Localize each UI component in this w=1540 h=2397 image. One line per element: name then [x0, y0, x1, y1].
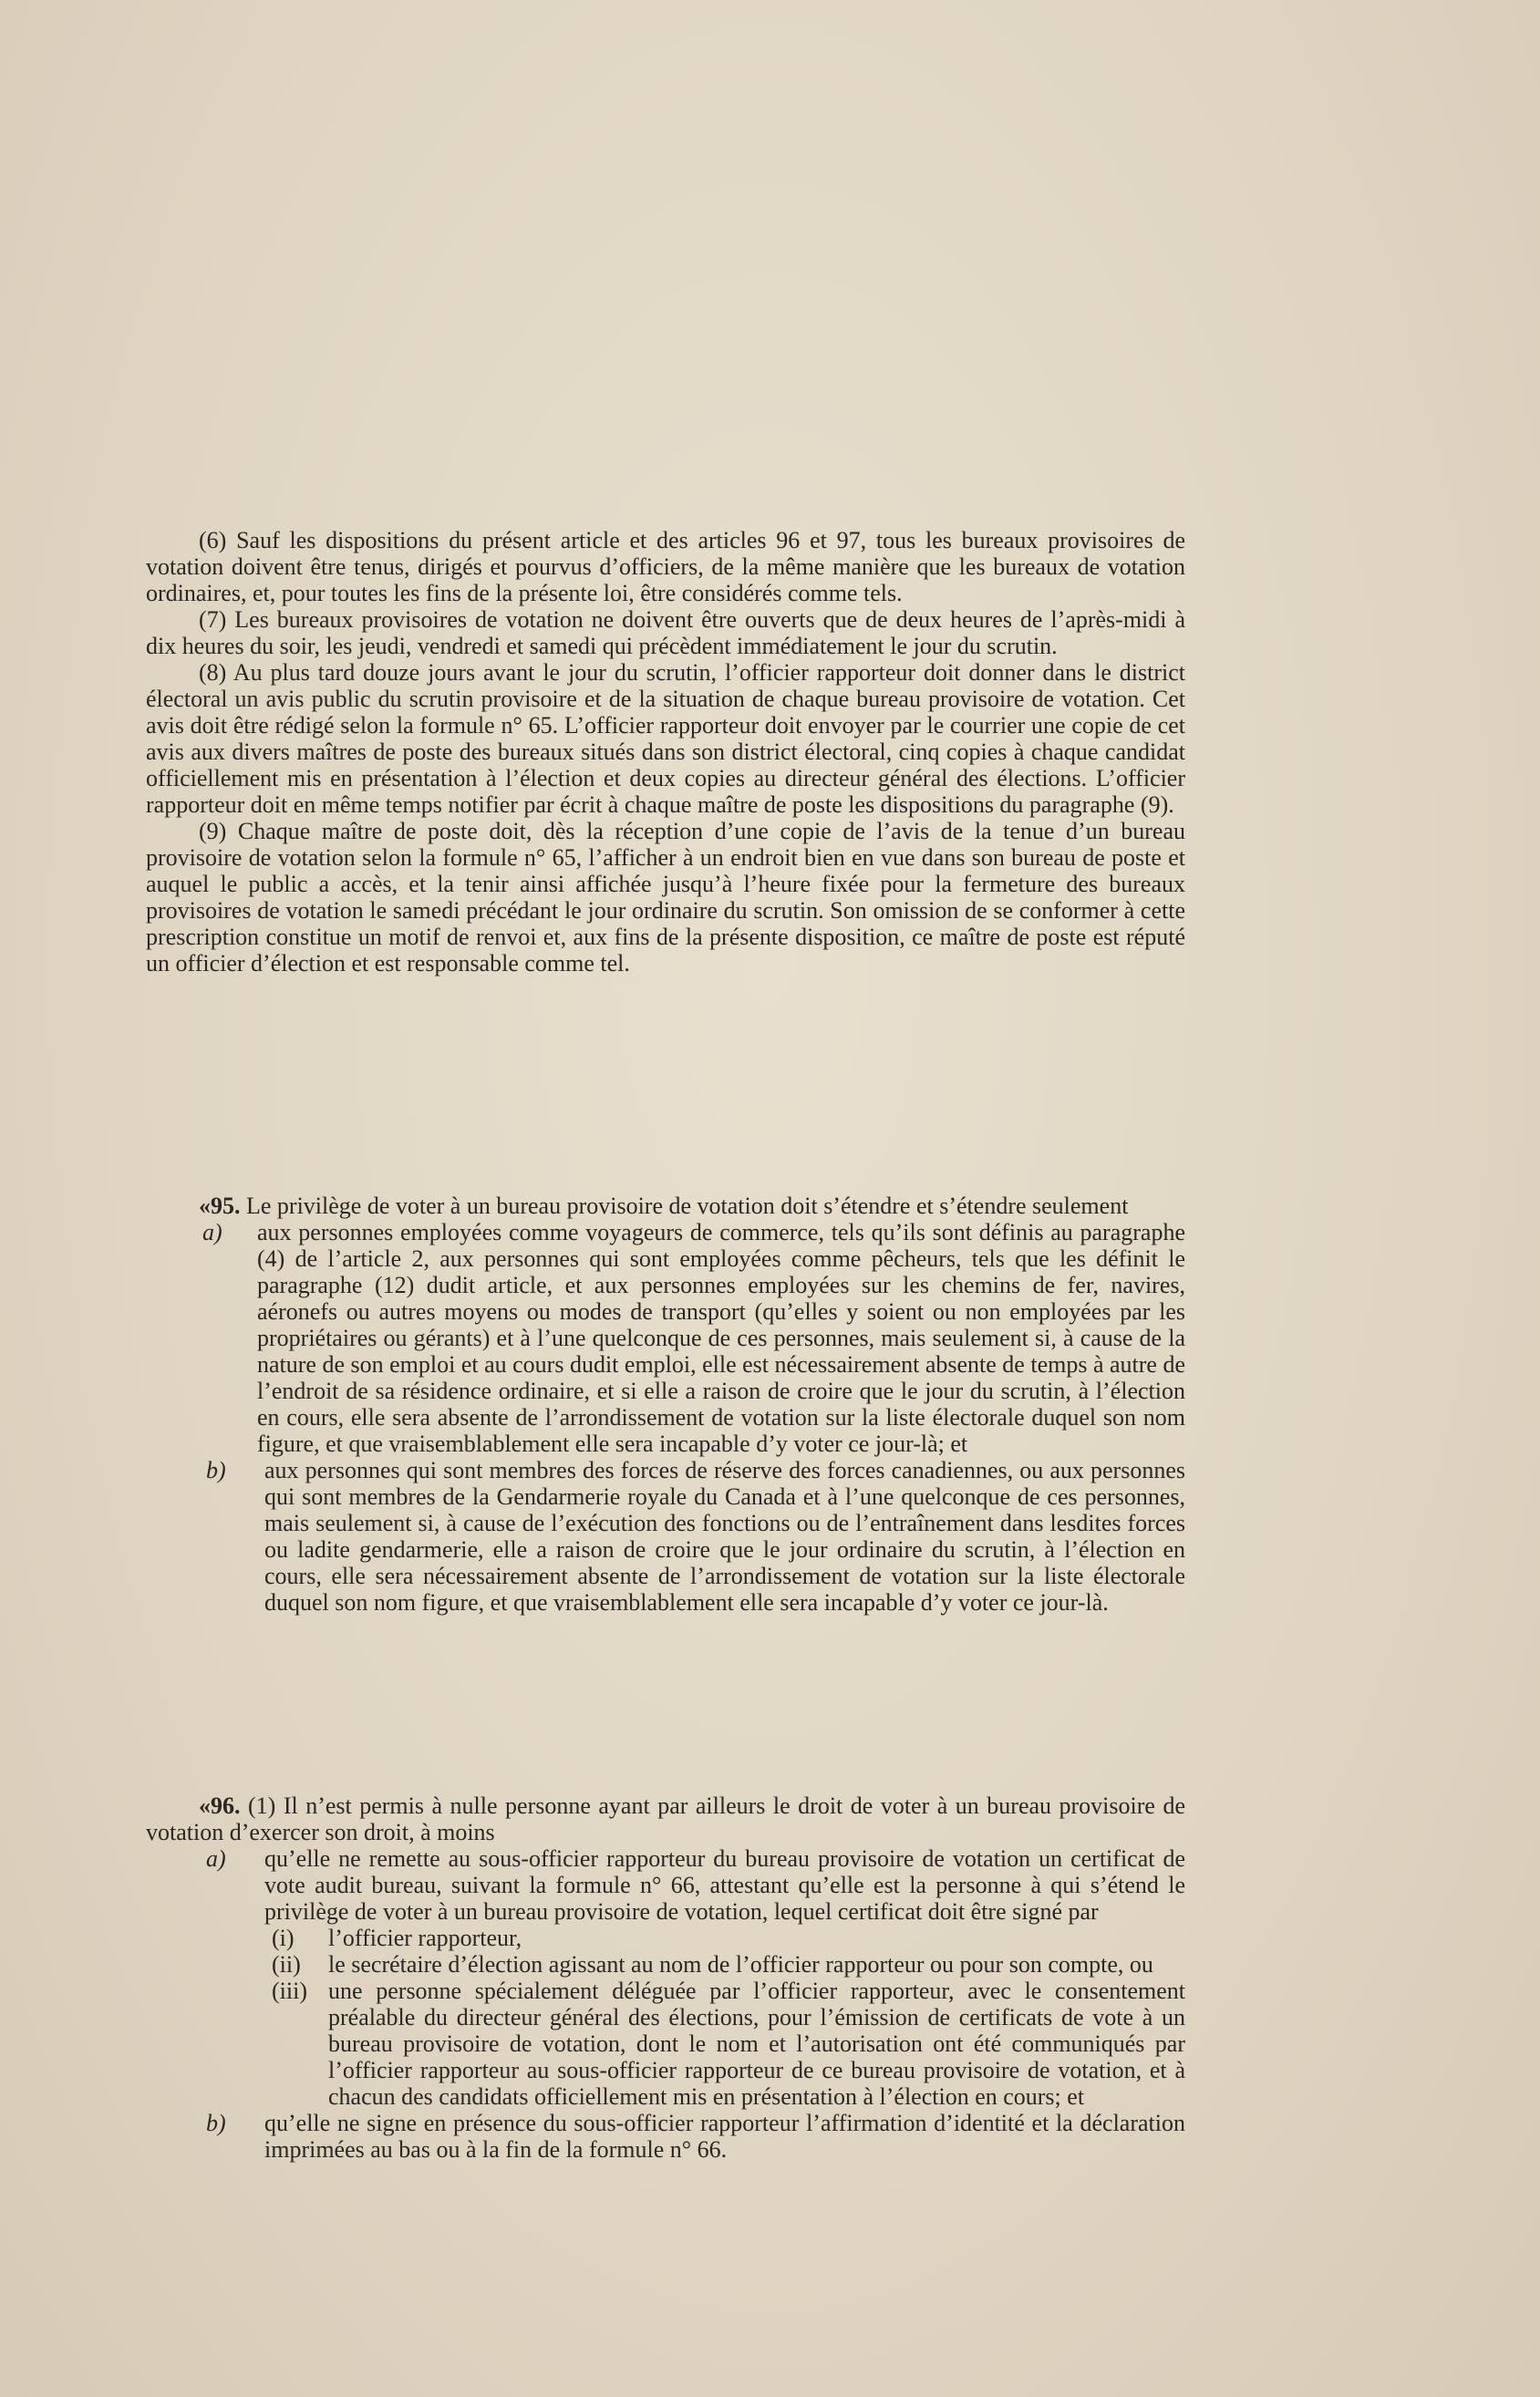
section-96-item-b [146, 2110, 1185, 2163]
subitem-i [146, 1925, 1185, 1951]
section-95-intro-text: Le privilège de voter à un bureau provisoire de votation doit s’étendre et s’étendre seulement [246, 1193, 1129, 1219]
item-a-text: aux personnes employées comme voyageurs de commerce, tels qu’ils sont définis au paragraphe (4) de l’article 2, aux personnes qui sont employées comme pêcheurs, tels que les définit le paragraphe (12) dudit article, et aux personnes employées sur les chemins de fer, navires, aéronefs ou autres moyens ou modes de transport (qu’elles y soient ou non employées par les propriétaires ou gérants) et à l’une quelconque de ces personnes, mais seulement si, à cause de la nature de son emploi et au cours dudit emploi, elle est nécessairement absente de temps à autre de l’endroit de sa résidence ordinaire, et si elle a raison de croire que le jour du scrutin, à l’élection en cours, elle sera absente de l’arrondissement de votation sur la liste électorale duquel son nom figure, et que vraisemblablement elle sera incapable d’y voter ce jour-là; et [257, 1219, 1185, 1457]
subitem-iii [146, 1978, 1185, 2110]
subitem-ii-label: (ii) [272, 1951, 301, 1978]
item-b-label: b) [206, 2110, 226, 2136]
item-b-text: aux personnes qui sont membres des forces de réserve des forces canadiennes, ou aux personnes qui sont membres de la Gendarmerie royale du Canada et à l’une quelconque de ces personnes, mais seulement si, à cause de l’exécution des fonctions ou de l’entraînement dans lesdites forces ou ladite gendarmerie, elle a raison de croire que le jour ordinaire du scrutin, à l’élection en cours, elle sera nécessairement absente de l’arrondissement de votation sur la liste électorale duquel son nom figure, et que vraisemblablement elle sera incapable d’y voter ce jour-là. [264, 1457, 1185, 1616]
subitem-i-text: l’officier rapporteur, [328, 1925, 522, 1951]
section-95-item-a [146, 1219, 1185, 1457]
section-96-intro-text: (1) Il n’est permis à nulle personne ayant par ailleurs le droit de voter à un bureau provisoire de votation d’exercer son droit, à moins [146, 1793, 1185, 1845]
section-96-number: «96. [199, 1793, 241, 1819]
section-95-number: «95. [199, 1193, 241, 1219]
item-b-text: qu’elle ne signe en présence du sous-officier rapporteur l’affirmation d’identité et la déclaration imprimées au bas ou à la fin de la formule n° 66. [264, 2110, 1185, 2163]
section-95-intro [146, 1193, 1185, 1219]
paragraph-8: (8) Au plus tard douze jours avant le jour du scrutin, l’officier rapporteur doit donner dans le district électoral un avis public du scrutin provisoire et de la situation de chaque bureau provisoire de votation. Cet avis doit être rédigé selon la formule n° 65. L’officier rapporteur doit envoyer par le courrier une copie de cet avis aux divers maîtres de poste des bureaux situés dans son district électoral, cinq copies à chaque candidat officiellement mis en présentation à l’élection et deux copies au directeur général des élections. L’officier rapporteur doit en même temps notifier par écrit à chaque maître de poste les dispositions du paragraphe (9). [146, 659, 1185, 818]
paragraph-7: (7) Les bureaux provisoires de votation ne doivent être ouverts que de deux heures de l’après-midi à dix heures du soir, les jeudi, vendredi et samedi qui précèdent immédiatement le jour du scrutin. [146, 606, 1185, 659]
paragraph-9: (9) Chaque maître de poste doit, dès la réception d’une copie de l’avis de la tenue d’un bureau provisoire de votation selon la formule n° 65, l’afficher à un endroit bien en vue dans son bureau de poste et auquel le public a accès, et la tenir ainsi affichée jusqu’à l’heure fixée pour la fermeture des bureaux provisoires de votation le samedi précédant le jour ordinaire du scrutin. Son omission de se conformer à cette prescription constitue un motif de renvoi et, aux fins de la présente disposition, ce maître de poste est réputé un officier d’élection et est responsable comme tel. [146, 818, 1185, 976]
subitem-ii [146, 1951, 1185, 1978]
section-96-intro [146, 1793, 1185, 1845]
subitem-iii-label: (iii) [272, 1978, 307, 2004]
subitem-iii-text: une personne spécialement déléguée par l’officier rapporteur, avec le consentement préalable du directeur général des élections, pour l’émission de certificats de vote à un bureau provisoire de votation, dont le nom et l’autorisation ont été communiqués par l’officier rapporteur au sous-officier rapporteur de ce bureau provisoire de votation, et à chacun des candidats officiellement mis en présentation à l’élection en cours; et [328, 1978, 1185, 2110]
section-95-item-b [146, 1457, 1185, 1616]
section-95 [146, 1193, 1185, 1616]
item-a-label: a) [202, 1219, 222, 1245]
section-94-continuation [146, 527, 1185, 976]
section-96-item-a [146, 1845, 1185, 1925]
item-a-label: a) [206, 1845, 226, 1872]
item-b-label: b) [206, 1457, 226, 1483]
subitem-i-label: (i) [272, 1925, 295, 1951]
paragraph-6: (6) Sauf les dispositions du présent article et des articles 96 et 97, tous les bureaux provisoires de votation doivent être tenus, dirigés et pourvus d’officiers, de la même manière que les bureaux de votation ordinaires, et, pour toutes les fins de la présente loi, être considérés comme tels. [146, 527, 1185, 606]
section-96 [146, 1793, 1185, 2163]
item-a-text: qu’elle ne remette au sous-officier rapporteur du bureau provisoire de votation un certificat de vote audit bureau, suivant la formule n° 66, attestant qu’elle est la personne à qui s’étend le privilège de voter à un bureau provisoire de votation, lequel certificat doit être signé par [264, 1845, 1185, 1925]
subitem-ii-text: le secrétaire d’élection agissant au nom de l’officier rapporteur ou pour son compte, ou [328, 1951, 1153, 1978]
